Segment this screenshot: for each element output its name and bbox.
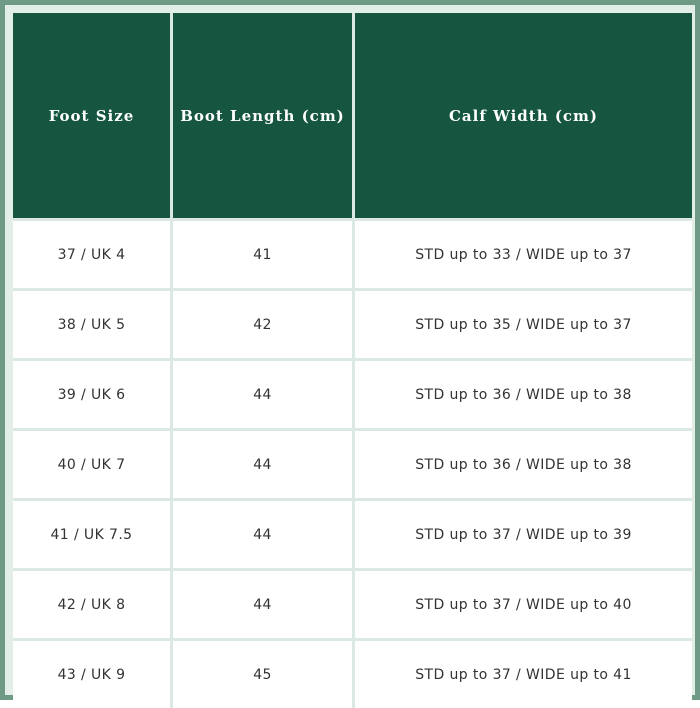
table-row [13,221,692,291]
boot-length-cell: 45 [173,641,355,708]
table-row [13,641,692,708]
boot-length-cell: 44 [173,431,355,501]
calf-width-cell: STD up to 37 / WIDE up to 40 [355,571,692,641]
table-row [13,361,692,431]
foot-size-cell: 43 / UK 9 [13,641,173,708]
boot-length-cell: 42 [173,291,355,361]
table-row [13,501,692,571]
size-table [13,13,692,708]
foot-size-cell: 38 / UK 5 [13,291,173,361]
calf-width-cell: STD up to 35 / WIDE up to 37 [355,291,692,361]
header-boot-length: Boot Length (cm) [173,13,355,221]
table-row [13,571,692,641]
header-row [13,13,692,221]
calf-width-cell: STD up to 33 / WIDE up to 37 [355,221,692,291]
table-row [13,291,692,361]
calf-width-cell: STD up to 37 / WIDE up to 41 [355,641,692,708]
header-foot-size: Foot Size [13,13,173,221]
size-chart [13,13,692,697]
foot-size-cell: 42 / UK 8 [13,571,173,641]
foot-size-cell: 39 / UK 6 [13,361,173,431]
foot-size-cell: 40 / UK 7 [13,431,173,501]
boot-length-cell: 44 [173,501,355,571]
frame-inner-panel [5,5,695,695]
foot-size-cell: 37 / UK 4 [13,221,173,291]
foot-size-cell: 41 / UK 7.5 [13,501,173,571]
calf-width-cell: STD up to 36 / WIDE up to 38 [355,431,692,501]
boot-length-cell: 44 [173,361,355,431]
calf-width-cell: STD up to 37 / WIDE up to 39 [355,501,692,571]
calf-width-cell: STD up to 36 / WIDE up to 38 [355,361,692,431]
boot-length-cell: 41 [173,221,355,291]
header-calf-width: Calf Width (cm) [355,13,692,221]
boot-length-cell: 44 [173,571,355,641]
table-row [13,431,692,501]
